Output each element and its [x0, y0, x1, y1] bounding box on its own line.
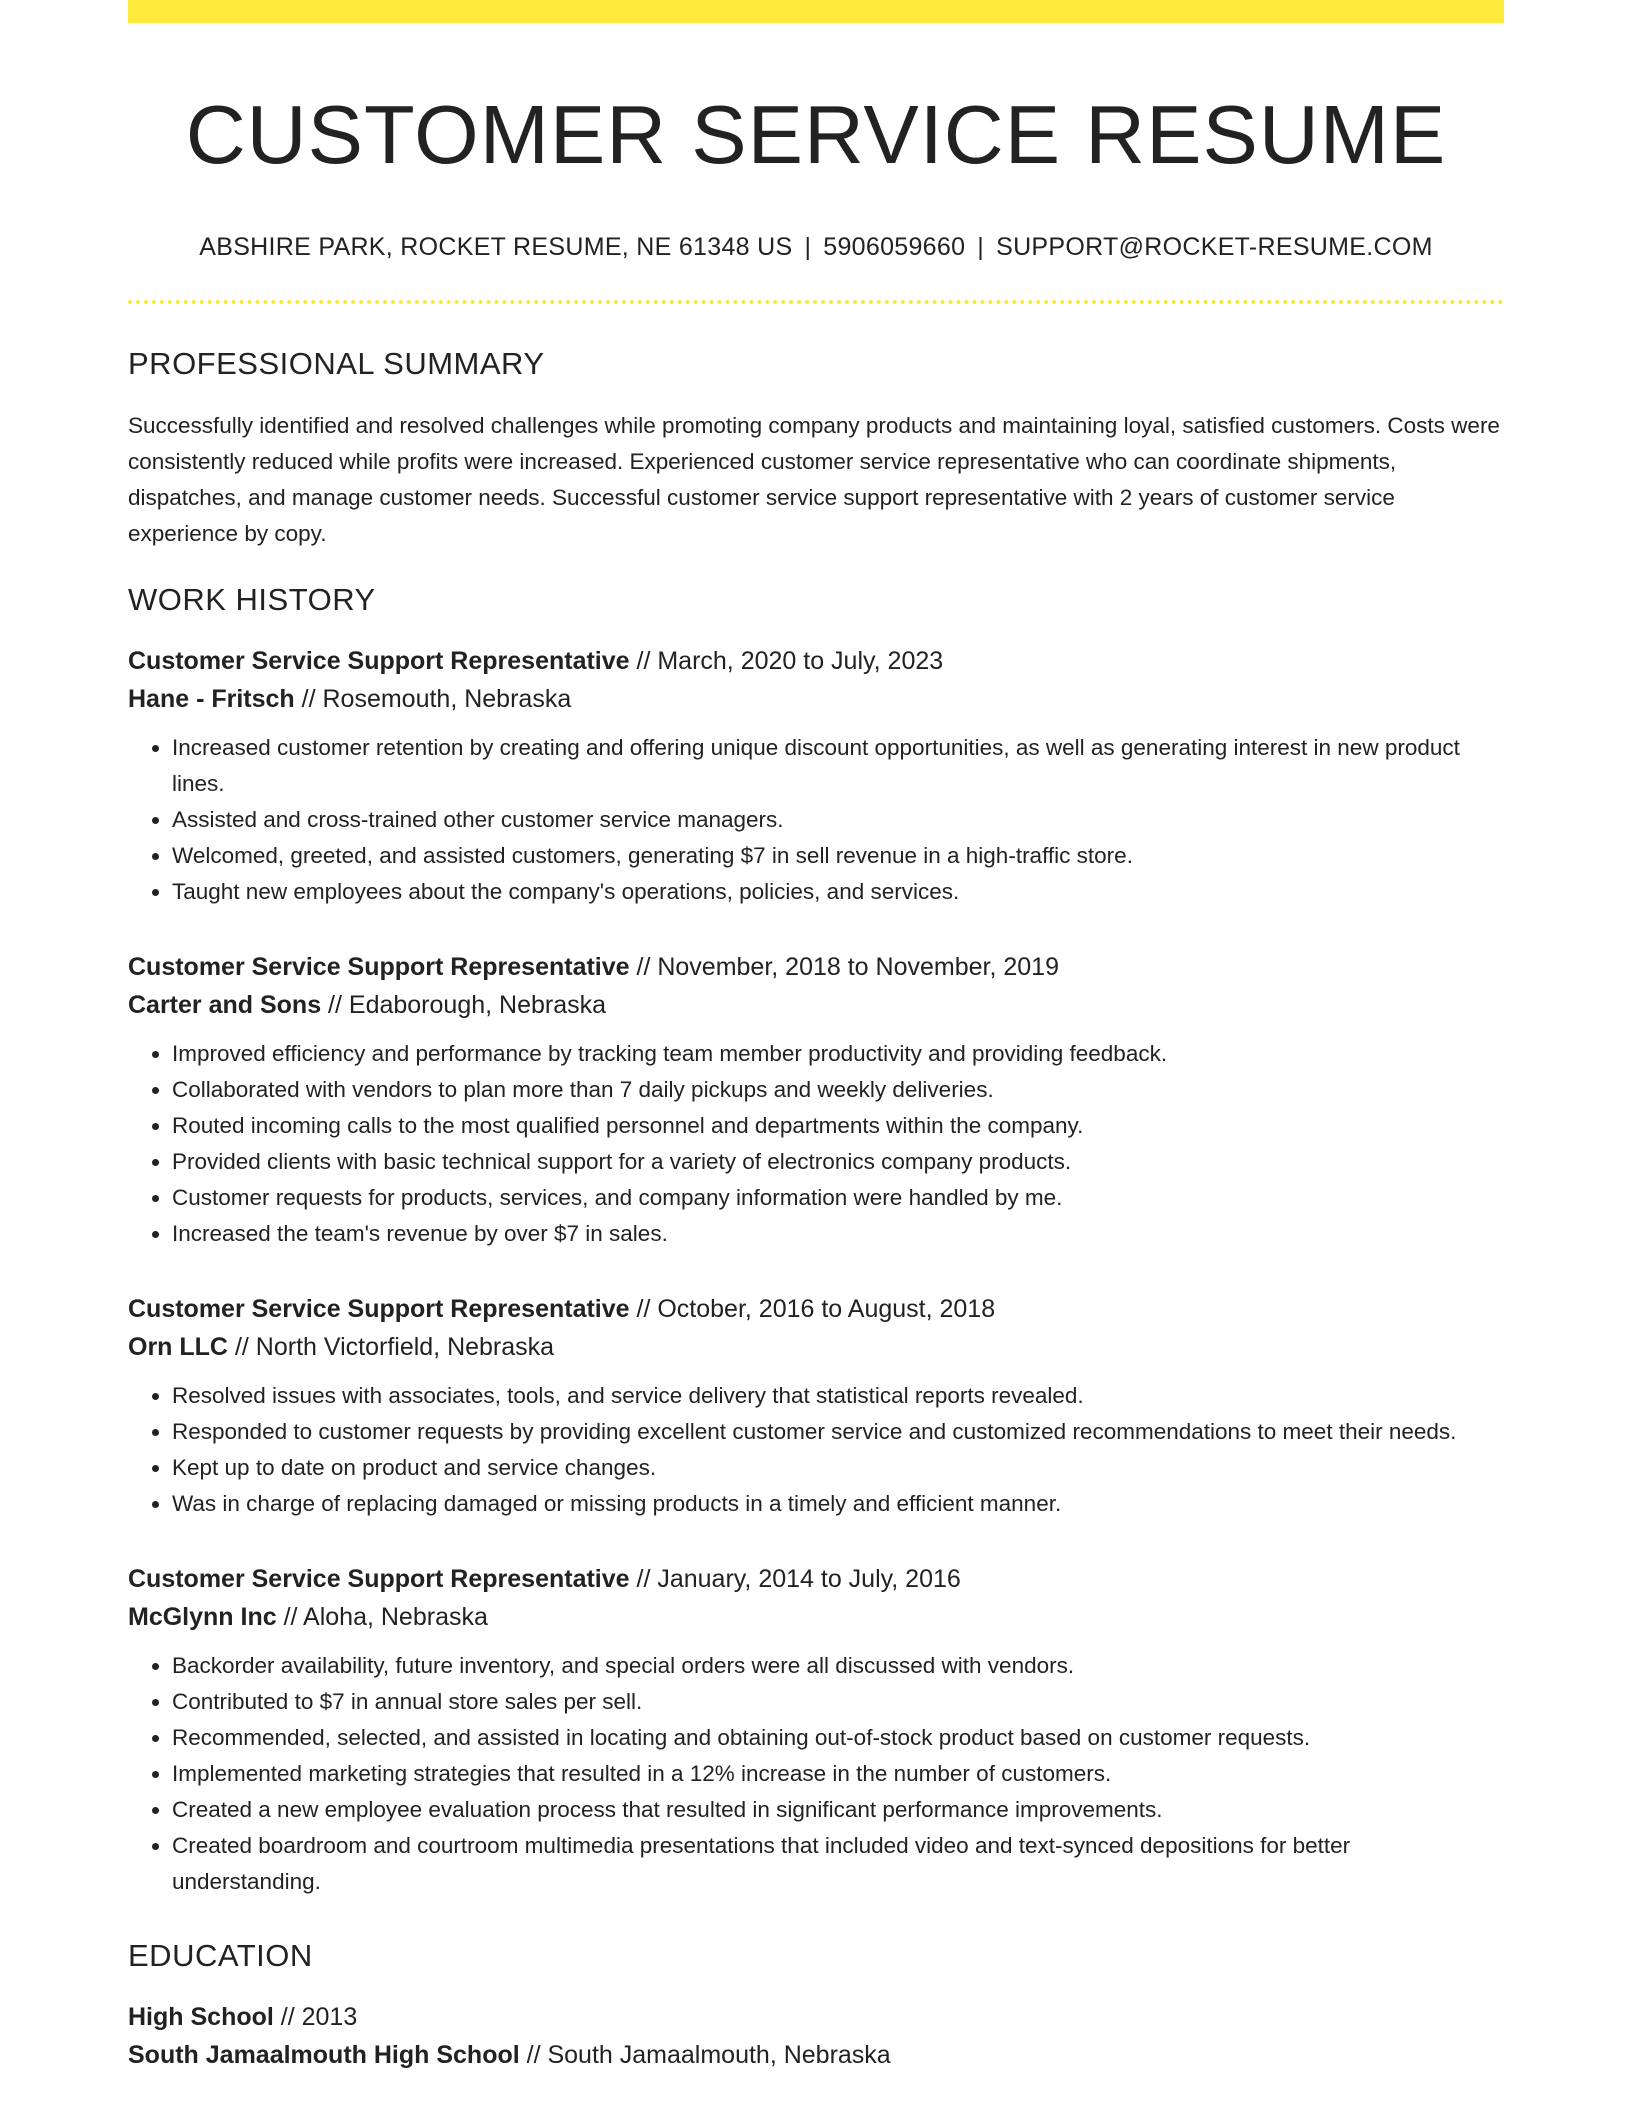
accent-bar — [128, 0, 1504, 23]
contact-separator: | — [804, 232, 812, 261]
job-dates: // January, 2014 to July, 2016 — [629, 1564, 961, 1593]
job-dates: // October, 2016 to August, 2018 — [629, 1294, 996, 1323]
job-bullets — [128, 730, 1504, 910]
job-title-line — [128, 1290, 1504, 1328]
job-entry — [128, 948, 1504, 1252]
job-title: Customer Service Support Representative — [128, 1564, 630, 1593]
contact-separator: | — [977, 232, 985, 261]
job-bullet: • Routed incoming calls to the most qualified personnel and departments within the company. — [172, 1108, 1504, 1144]
job-entry — [128, 1560, 1504, 1900]
job-entry — [128, 642, 1504, 910]
job-dates: // March, 2020 to July, 2023 — [629, 646, 944, 675]
job-dates: // November, 2018 to November, 2019 — [629, 952, 1059, 981]
education-school: South Jamaalmouth High School — [128, 2040, 520, 2069]
job-bullet: • Kept up to date on product and service changes. — [172, 1450, 1504, 1486]
job-location: // Edaborough, Nebraska — [321, 990, 607, 1019]
job-entry — [128, 1290, 1504, 1522]
summary-text: Successfully identified and resolved challenges while promoting company products and maintaining loyal, satisfied customers. Costs were consistently reduced while profits were increased. Experienced customer service representative who can coordinate shipments, dispatches, and manage customer needs. Successful customer service support representative with 2 years of customer service experience by copy. — [128, 412, 1500, 546]
job-bullet: • Provided clients with basic technical support for a variety of electronics company products. — [172, 1144, 1504, 1180]
job-bullet: • Customer requests for products, services, and company information were handled by me. — [172, 1180, 1504, 1216]
job-title-line — [128, 642, 1504, 680]
contact-email: SUPPORT@ROCKET-RESUME.COM — [996, 232, 1433, 261]
job-bullet: • Was in charge of replacing damaged or missing products in a timely and efficient manner. — [172, 1486, 1504, 1522]
education-school-line — [128, 2036, 1504, 2074]
job-location: // Rosemouth, Nebraska — [294, 684, 572, 713]
job-bullet: • Recommended, selected, and assisted in locating and obtaining out-of-stock product based on customer requests. — [172, 1720, 1504, 1756]
job-bullet: • Backorder availability, future inventory, and special orders were all discussed with vendors. — [172, 1648, 1504, 1684]
job-bullet: • Increased customer retention by creating and offering unique discount opportunities, as well as generating interest in new product lines. — [172, 730, 1504, 802]
job-bullet: • Collaborated with vendors to plan more than 7 daily pickups and weekly deliveries. — [172, 1072, 1504, 1108]
education-heading: EDUCATION — [128, 1937, 313, 1973]
job-bullet: • Implemented marketing strategies that resulted in a 12% increase in the number of customers. — [172, 1756, 1504, 1792]
education-year: // 2013 — [273, 2002, 358, 2031]
job-company-line — [128, 1598, 1504, 1636]
job-title: Customer Service Support Representative — [128, 952, 630, 981]
job-bullet: • Responded to customer requests by providing excellent customer service and customized recommendations to meet their needs. — [172, 1414, 1504, 1450]
job-bullets — [128, 1036, 1504, 1252]
job-bullet: • Created a new employee evaluation process that resulted in significant performance improvements. — [172, 1792, 1504, 1828]
job-bullet: • Contributed to $7 in annual store sales per sell. — [172, 1684, 1504, 1720]
contact-phone: 5906059660 — [823, 232, 966, 261]
job-company-line — [128, 1328, 1504, 1366]
resume-page — [128, 0, 1504, 2074]
job-location: // Aloha, Nebraska — [276, 1602, 488, 1631]
job-title: Customer Service Support Representative — [128, 1294, 630, 1323]
job-bullet: • Welcomed, greeted, and assisted customers, generating $7 in sell revenue in a high-traffic store. — [172, 838, 1504, 874]
job-location: // North Victorfield, Nebraska — [228, 1332, 555, 1361]
education-degree: High School — [128, 2002, 274, 2031]
dotted-divider — [128, 300, 1504, 304]
summary-heading: PROFESSIONAL SUMMARY — [128, 345, 545, 381]
job-bullet: • Created boardroom and courtroom multimedia presentations that included video and text-synced depositions for better understanding. — [172, 1828, 1504, 1900]
resume-title: CUSTOMER SERVICE RESUME — [185, 88, 1447, 181]
job-bullet: • Resolved issues with associates, tools, and service delivery that statistical reports revealed. — [172, 1378, 1504, 1414]
education-entry — [128, 1998, 1504, 2074]
job-company-line — [128, 680, 1504, 718]
education-location: // South Jamaalmouth, Nebraska — [519, 2040, 891, 2069]
job-title: Customer Service Support Representative — [128, 646, 630, 675]
job-company-line — [128, 986, 1504, 1024]
job-bullet: • Assisted and cross-trained other customer service managers. — [172, 802, 1504, 838]
job-company: Orn LLC — [128, 1332, 228, 1361]
job-company: McGlynn Inc — [128, 1602, 277, 1631]
contact-address: ABSHIRE PARK, ROCKET RESUME, NE 61348 US — [199, 232, 793, 261]
job-title-line — [128, 1560, 1504, 1598]
job-bullets — [128, 1378, 1504, 1522]
education-degree-line — [128, 1998, 1504, 2036]
contact-line — [128, 233, 1504, 262]
job-bullets — [128, 1648, 1504, 1900]
job-company: Carter and Sons — [128, 990, 322, 1019]
work-history-heading: WORK HISTORY — [128, 581, 376, 617]
job-title-line — [128, 948, 1504, 986]
job-bullet: • Taught new employees about the company's operations, policies, and services. — [172, 874, 1504, 910]
job-company: Hane - Fritsch — [128, 684, 295, 713]
job-bullet: • Improved efficiency and performance by tracking team member productivity and providing feedback. — [172, 1036, 1504, 1072]
job-bullet: • Increased the team's revenue by over $7 in sales. — [172, 1216, 1504, 1252]
